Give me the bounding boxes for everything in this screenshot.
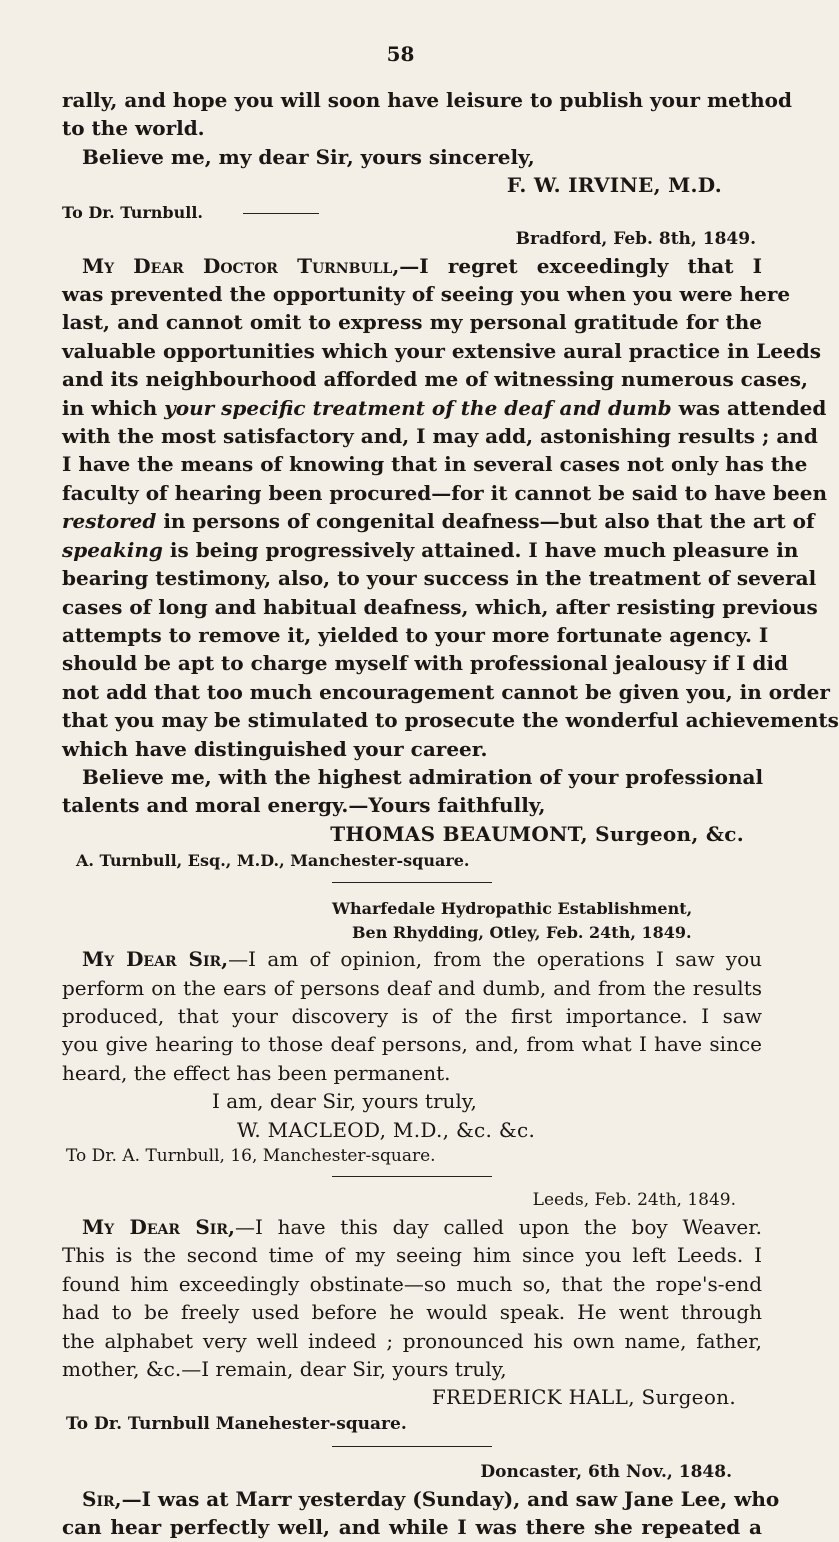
page-number: 58 [386, 42, 415, 66]
letter5-text: —I was at Marr yesterday (Sunday), and saw Jane Lee, who [121, 1486, 780, 1511]
letter2-line: Believe me, with the highest admiration of your professional [82, 764, 764, 789]
letter2-line: should be apt to charge myself with professional jealousy if I did [62, 651, 788, 676]
letter2-line: bearing testimony, also, to your success in the treatment of several [62, 566, 817, 591]
letter3-addressee: To Dr. A. Turnbull, 16, Manchester-square. [66, 1146, 436, 1166]
letter2-line: not add that too much encouragement cannot be given you, in order [62, 679, 830, 704]
letter2-italic: restored [62, 509, 157, 534]
letter2-signature: THOMAS BEAUMONT, Surgeon, &c. [330, 821, 744, 846]
letter4-line [62, 1213, 762, 1241]
letter2-line: was prevented the opportunity of seeing you when you were here [62, 282, 791, 307]
letter2-line: valuable opportunities which your extensive aural practice in Leeds [62, 338, 821, 363]
letter1-line: rally, and hope you will soon have leisure to publish your method [62, 88, 792, 112]
letter4-place-date: Leeds, Feb. 24th, 1849. [532, 1190, 736, 1210]
letter5-line [62, 1485, 780, 1513]
letter3-place-date: Ben Rhydding, Otley, Feb. 24th, 1849. [352, 923, 692, 943]
section-divider [332, 1176, 492, 1177]
letter3-place: Wharfedale Hydropathic Establishment, [332, 899, 693, 919]
letter3-signature: W. MACLEOD, M.D., &c. &c. [237, 1117, 536, 1142]
letter4-line: the alphabet very well indeed ; pronounced his own name, father, [62, 1328, 762, 1353]
letter2-text: in which [62, 395, 165, 420]
letter4-signature: FREDERICK HALL, Surgeon. [431, 1385, 736, 1410]
letter2-italic: speaking [62, 537, 163, 562]
letter2-salutation: My Dear Doctor Turnbull, [82, 253, 400, 278]
letter3-text: —I am of opinion, from the operations I saw you [228, 947, 762, 972]
letter2-text: was attended [671, 395, 827, 420]
letter2-line: with the most satisfactory and, I may add, astonishing results ; and [62, 424, 818, 449]
letter3-line: heard, the effect has been permanent. [62, 1060, 451, 1085]
letter2-place-date: Bradford, Feb. 8th, 1849. [515, 228, 756, 249]
letter2-line [62, 536, 799, 564]
letter4-addressee: To Dr. Turnbull Manehester-square. [66, 1413, 407, 1434]
letter4-line: found him exceedingly obstinate—so much so, that the rope's-end [62, 1271, 762, 1296]
letter1-addressee: To Dr. Turnbull. [62, 202, 203, 222]
section-divider [243, 213, 319, 214]
letter2-line: faculty of hearing been procured—for it cannot be said to have been [62, 480, 827, 505]
letter2-line: last, and cannot omit to express my personal gratitude for the [62, 310, 762, 335]
letter2-line: attempts to remove it, yielded to your more fortunate agency. I [62, 622, 769, 647]
letter2-line [62, 252, 762, 280]
letter1-closing: Believe me, my dear Sir, yours sincerely, [82, 144, 535, 169]
letter3-line: produced, that your discovery is of the first importance. I saw [62, 1003, 762, 1028]
letter4-text: —I have this day called upon the boy Weaver. [234, 1215, 762, 1239]
letter5-line: can hear perfectly well, and while I was there she repeated a [62, 1515, 762, 1540]
section-divider [332, 1446, 492, 1447]
letter1-signature: F. W. IRVINE, M.D. [506, 173, 722, 198]
letter3-line [62, 945, 762, 973]
letter2-line [62, 507, 815, 535]
letter4-line: This is the second time of my seeing him since you left Leeds. I [62, 1243, 762, 1268]
letter2-line: talents and moral energy.—Yours faithfully, [62, 793, 546, 818]
letter2-text: in persons of congenital deafness—but also that the art of [156, 509, 815, 534]
letter5-place-date: Doncaster, 6th Nov., 1848. [480, 1461, 732, 1482]
letter3-line: you give hearing to those deaf persons, and, from what I have since [62, 1032, 762, 1057]
letter2-addressee: A. Turnbull, Esq., M.D., Manchester-square. [76, 851, 470, 871]
letter4-line: had to be freely used before he would speak. He went through [62, 1300, 762, 1325]
letter3-closing: I am, dear Sir, yours truly, [212, 1089, 477, 1114]
letter1-addressee-row [62, 200, 762, 226]
letter2-italic: your specific treatment of the deaf and dumb [164, 395, 672, 420]
letter2-line: which have distinguished your career. [62, 736, 488, 761]
text-column [62, 86, 839, 1542]
letter2-line: I have the means of knowing that in several cases not only has the [62, 452, 808, 477]
section-divider [332, 882, 492, 883]
letter5-salutation: Sir, [82, 1486, 122, 1511]
letter3-line: perform on the ears of persons deaf and dumb, and from the results [62, 975, 762, 1000]
letter2-line: cases of long and habitual deafness, which, after resisting previous [62, 594, 818, 619]
letter4-salutation: My Dear Sir, [82, 1215, 235, 1239]
letter1-line: to the world. [62, 116, 205, 141]
letter2-text: —I regret exceedingly that I [399, 253, 762, 278]
letter3-salutation: My Dear Sir, [82, 947, 229, 972]
letter2-line: that you may be stimulated to prosecute the wonderful achievements [62, 708, 839, 733]
letter2-line [62, 394, 827, 422]
letter2-text: is being progressively attained. I have much pleasure in [162, 537, 799, 562]
letter4-line: mother, &c.—I remain, dear Sir, yours truly, [62, 1357, 507, 1382]
letter2-line: and its neighbourhood afforded me of witnessing numerous cases, [62, 367, 809, 392]
